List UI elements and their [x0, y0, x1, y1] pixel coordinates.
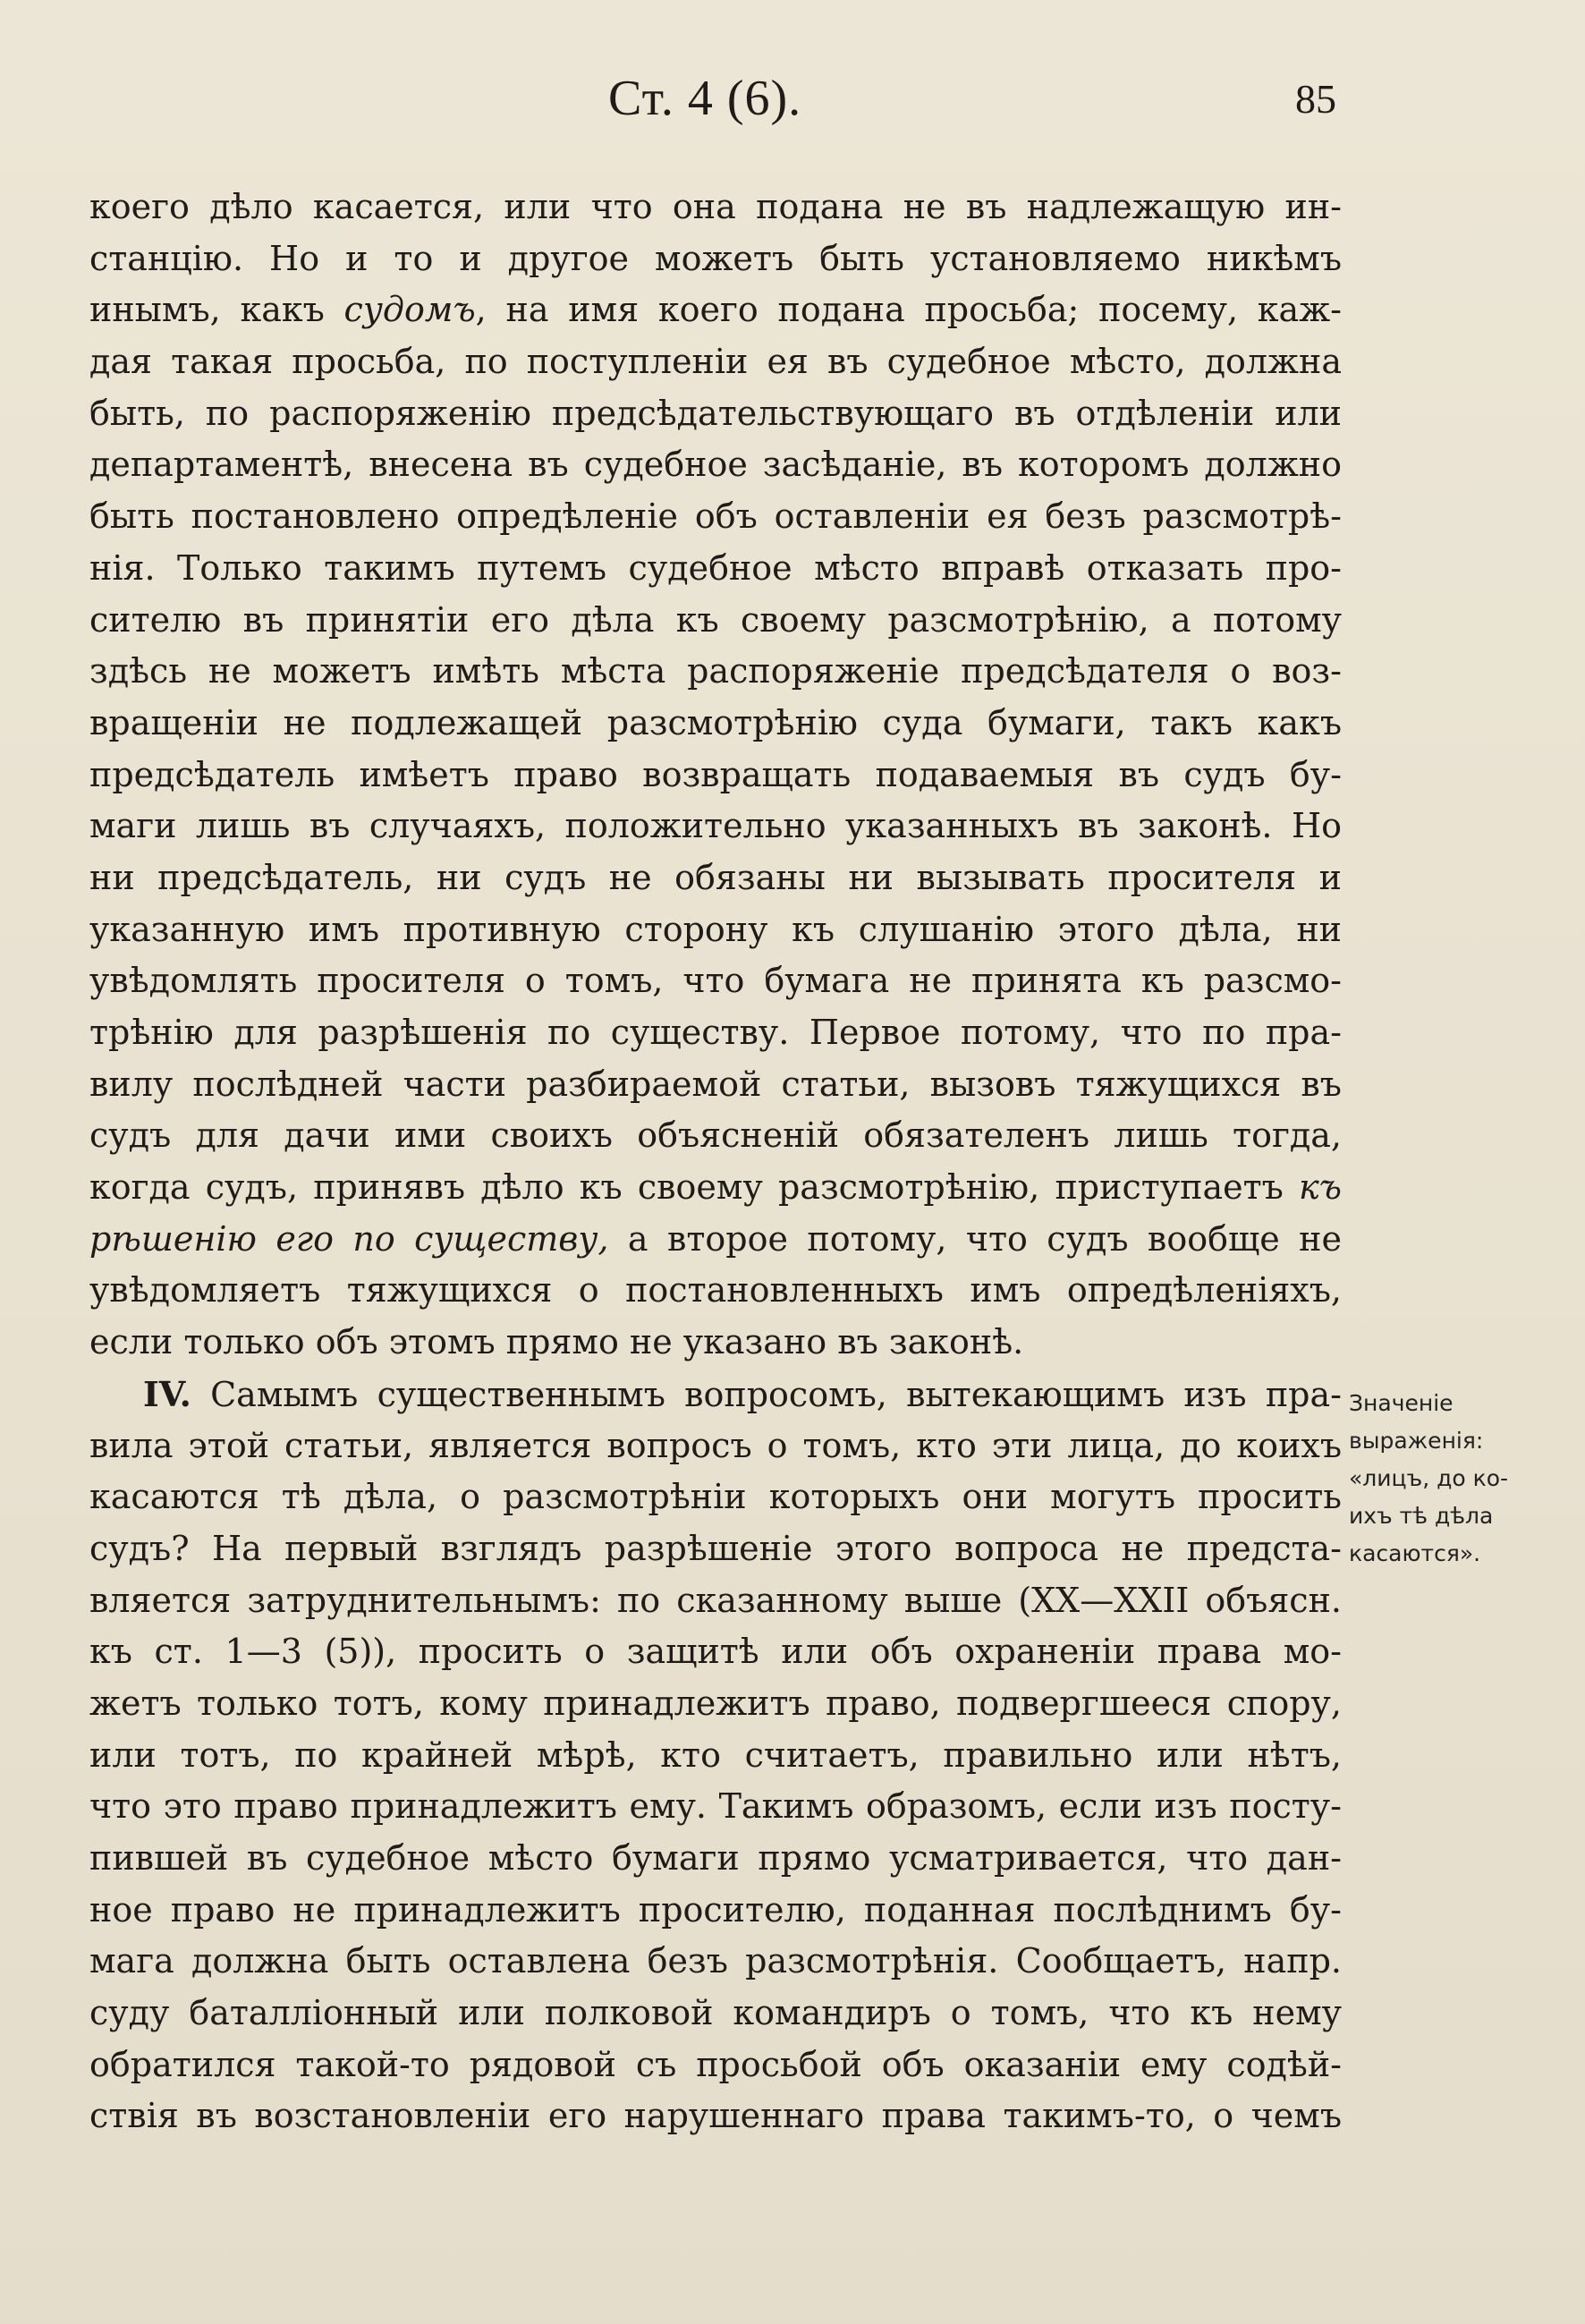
text-line: ни предсѣдатель, ни судъ не обязаны ни вызывать просителя и	[89, 857, 1342, 897]
text-line: ствія въ возстановленіи его нарушеннаго права такимъ-то, о чемъ	[89, 2096, 1342, 2136]
section-number: IV.	[143, 1373, 191, 1414]
text-line: трѣнію для разрѣшенія по существу. Первое потому, что по пра-	[89, 1013, 1342, 1052]
text-line: жетъ только тотъ, кому принадлежитъ право, подвергшееся спору,	[89, 1683, 1342, 1723]
text-line: ное право не принадлежитъ просителю, поданная послѣднимъ бу-	[89, 1889, 1342, 1930]
text-line: инымъ, какъ судомъ, на имя коего подана просьба; посему, каж-	[89, 290, 1342, 330]
text-line: суду баталліонный или полковой командиръ о томъ, что къ нему	[89, 1993, 1342, 2033]
margin-note-line: ихъ тѣ дѣла	[1349, 1503, 1494, 1529]
margin-note-line: Значеніе	[1349, 1390, 1454, 1416]
text-line: быть, по распоряженію предсѣдательствующаго въ отдѣленіи или	[89, 393, 1342, 433]
text-line: вляется затруднительнымъ: по сказанному выше (XX—XXII объясн.	[89, 1580, 1342, 1620]
text-line: судъ для дачи ими своихъ объясненій обязателенъ лишь тогда,	[89, 1115, 1342, 1156]
margin-note-line: выраженія:	[1349, 1428, 1484, 1454]
page-header	[0, 70, 1585, 141]
margin-note	[1349, 1385, 1564, 1573]
text-line: указанную имъ противную сторону къ слушанію этого дѣла, ни	[89, 909, 1342, 949]
text-line: мага должна быть оставлена безъ разсмотрѣнія. Сообщаетъ, напр.	[89, 1941, 1342, 1981]
text-line: судъ? На первый взглядъ разрѣшеніе этого вопроса не предста-	[89, 1528, 1342, 1568]
text-line: маги лишь въ случаяхъ, положительно указанныхъ въ законѣ. Но	[89, 806, 1342, 846]
margin-note-line: касаются».	[1349, 1540, 1481, 1566]
page-number: 85	[1295, 76, 1336, 122]
italic-emphasis: рѣшенію его по существу,	[89, 1218, 609, 1259]
italic-emphasis: судомъ	[343, 290, 476, 330]
text-line: сителю въ принятіи его дѣла къ своему разсмотрѣнію, а потому	[89, 599, 1342, 640]
text-line: вращеніи не подлежащей разсмотрѣнію суда бумаги, такъ какъ	[89, 702, 1342, 742]
margin-note-line: «лицъ, до ко-	[1349, 1465, 1509, 1491]
text-line: къ ст. 1—3 (5)), просить о защитѣ или объ охраненіи права мо-	[89, 1632, 1342, 1672]
text-line: рѣшенію его по существу, а второе потому, что судъ вообще не	[89, 1218, 1342, 1259]
paragraph-end-line: если только объ этомъ прямо не указано въ законѣ.	[89, 1322, 1024, 1362]
text-line: коего дѣло касается, или что она подана не въ надлежащую ин-	[89, 187, 1342, 226]
text-line: быть постановлено опредѣленіе объ оставленіи ея безъ разсмотрѣ-	[89, 496, 1342, 537]
text-line: увѣдомлять просителя о томъ, что бумага не принята къ разсмо-	[89, 961, 1342, 1001]
text-line: пившей въ судебное мѣсто бумаги прямо усматривается, что дан-	[89, 1838, 1342, 1878]
italic-emphasis: къ	[1298, 1167, 1342, 1208]
text-line: вила этой статьи, является вопросъ о томъ, кто эти лица, до коихъ	[89, 1425, 1342, 1465]
text-line: предсѣдатель имѣетъ право возвращать подаваемыя въ судъ бу-	[89, 754, 1342, 794]
text-line: обратился такой-то рядовой съ просьбой объ оказаніи ему содѣй-	[89, 2044, 1342, 2084]
running-head: Ст. 4 (6).	[608, 71, 802, 126]
text-line: здѣсь не можетъ имѣть мѣста распоряженіе предсѣдателя о воз-	[89, 651, 1342, 691]
text-line: вилу послѣдней части разбираемой статьи, вызовъ тяжущихся въ	[89, 1064, 1342, 1104]
text-line: нія. Только такимъ путемъ судебное мѣсто вправѣ отказать про-	[89, 547, 1342, 588]
text-line: увѣдомляетъ тяжущихся о постановленныхъ имъ опредѣленіяхъ,	[89, 1270, 1342, 1310]
text-line: когда судъ, принявъ дѣло къ своему разсмотрѣнію, приступаетъ къ	[89, 1167, 1342, 1208]
text-line: или тотъ, по крайней мѣрѣ, кто считаетъ, правильно или нѣтъ,	[89, 1735, 1342, 1775]
text-line: что это право принадлежитъ ему. Такимъ образомъ, если изъ посту-	[89, 1786, 1342, 1827]
body-text	[89, 182, 1342, 2142]
section-start-line: IV. Самымъ существеннымъ вопросомъ, вытекающимъ изъ пра-	[143, 1373, 1342, 1414]
text-line: дая такая просьба, по поступленіи ея въ судебное мѣсто, должна	[89, 342, 1342, 382]
text-line: станцію. Но и то и другое можетъ быть установляемо никѣмъ	[89, 238, 1342, 278]
text-line: касаются тѣ дѣла, о разсмотрѣніи которыхъ они могутъ просить	[89, 1477, 1342, 1517]
text-line: департаментѣ, внесена въ судебное засѣданіе, въ которомъ должно	[89, 445, 1342, 485]
